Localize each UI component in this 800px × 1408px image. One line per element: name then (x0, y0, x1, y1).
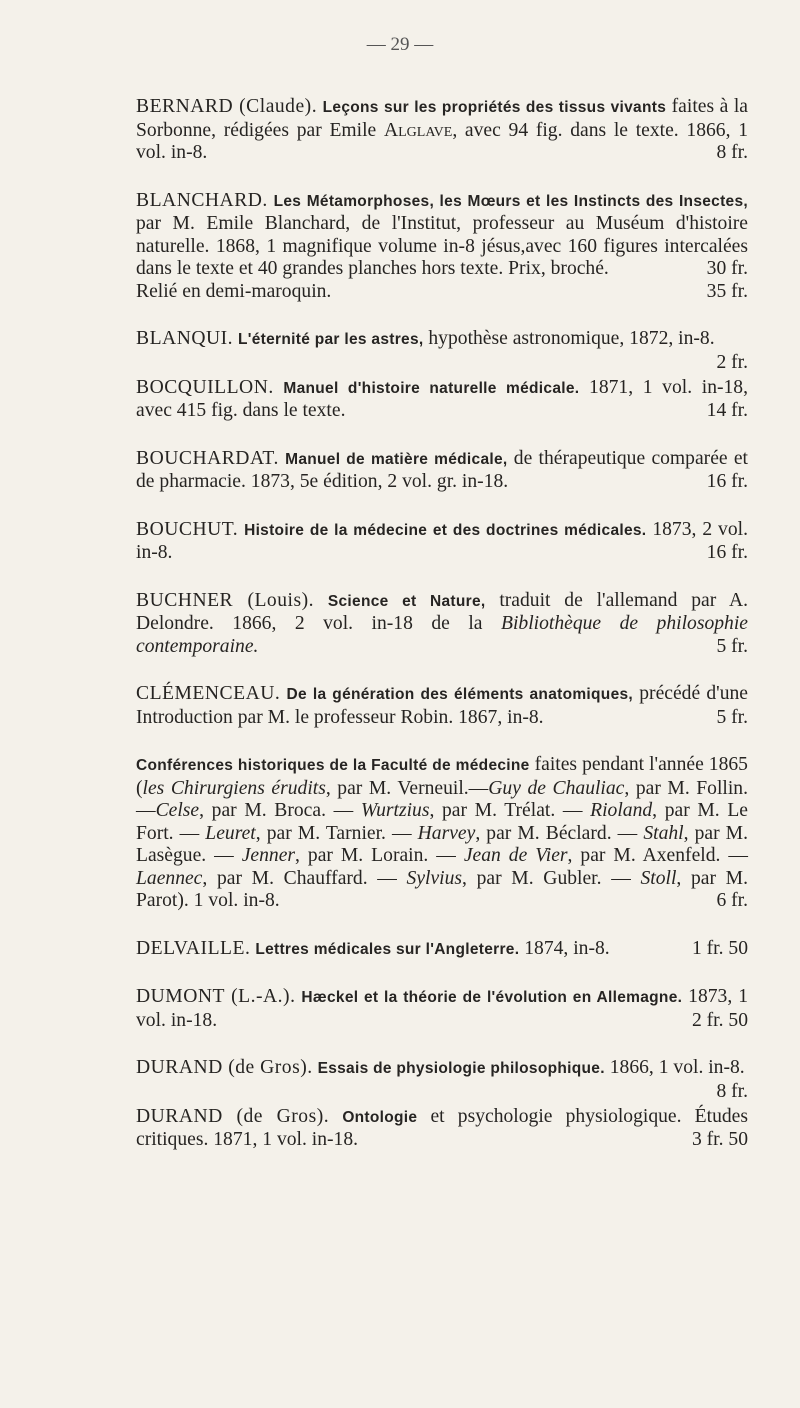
entry-description: et psychologie physiologique. Études critiques. 1871, 1 vol. in-18. (136, 1105, 749, 1150)
entry-author: BOCQUILLON. (136, 376, 274, 398)
entry-description: 1873, 2 vol. in-8. (136, 518, 748, 563)
entry-price: 6 fr. (716, 890, 748, 911)
entry-description: de thérapeutique comparée et de pharmacie. 1873, 5e édition, 2 vol. gr. in-18. (136, 447, 748, 492)
entry-title: Leçons sur les propriétés des tissus vivants (322, 99, 667, 116)
entry-description: 1866, 1 vol. in-8. (604, 1057, 745, 1078)
entry-price: 8 fr. (716, 142, 748, 163)
entry-author: BERNARD (Claude). (136, 96, 318, 117)
entry-price: 30 fr. (706, 258, 748, 279)
lecture-subject: Celse (155, 800, 200, 821)
entry-description: hypothèse astronomique, 1872, in-8. (423, 328, 715, 349)
entry-title: Lettres médicales sur l'Angleterre. (255, 940, 520, 958)
catalogue-entry (136, 377, 748, 423)
lecture-subject: Jenner (241, 845, 296, 866)
entry-author: DUMONT (L.-A.). (136, 986, 296, 1007)
lecture-lecturer: , par M. Tarnier. — (255, 822, 418, 844)
lecture-list (136, 778, 748, 912)
lecture-lecturer: , par M. Axenfeld. — (567, 845, 748, 866)
entry-title: Science et Nature, (327, 592, 486, 610)
entry-title: Ontologie (342, 1108, 418, 1126)
entry-extra: Relié en demi-maroquin. (136, 280, 332, 302)
entry-description: 1874, in-8. (519, 937, 610, 959)
catalogue-entry (136, 1057, 748, 1102)
catalogue-entries (136, 96, 748, 1152)
entry-author: BLANQUI. (136, 328, 234, 349)
catalogue-entry (136, 590, 748, 659)
lecture-lecturer: , par M. Trélat. — (429, 800, 591, 821)
entry-title: Hæckel et la théorie de l'évolution en Allemagne. (301, 989, 683, 1006)
catalogue-entry (136, 519, 748, 565)
entry-author: BUCHNER (Louis). (136, 589, 315, 611)
entry-author: BOUCHUT. (136, 518, 239, 540)
entry-title: Manuel d'histoire naturelle médicale. (283, 379, 580, 397)
lecture-lecturer: , par M. Lorain. — (295, 845, 464, 866)
lecture-subject: Harvey (417, 822, 476, 844)
entry-price: 1 fr. 50 (691, 937, 748, 959)
entry-price: 16 fr. (706, 471, 748, 492)
entry-price: 5 fr. (716, 635, 748, 657)
entry-price: 14 fr. (706, 400, 748, 421)
entry-price: 16 fr. (706, 542, 748, 563)
entry-author: CLÉMENCEAU. (136, 683, 281, 704)
entry-description: faites à la Sorbonne, rédigées par Emile (136, 96, 748, 141)
lecture-lecturer: , par M. Gubler. — (462, 867, 641, 889)
entry-description: par M. Emile Blanchard, de l'Institut, professeur au Muséum d'histoire naturelle. 1868, 1 magnifique volume in-8 jésus,avec 160 figures intercalées dans le texte et 40 grandes planches hors texte. Prix, broché. (136, 213, 748, 279)
entry-extra-line (136, 281, 748, 304)
lecture-subject: les Chirurgiens érudits (142, 777, 326, 799)
entry-price: 8 fr. (716, 1080, 748, 1102)
entry-title: De la génération des éléments anatomiques, (286, 686, 634, 703)
lecture-lecturer: , par M. Follin.— (136, 777, 749, 821)
lecture-lecturer: , par M. Le Fort. — (136, 800, 748, 844)
entry-title: Essais de physiologie philosophique. (317, 1060, 605, 1077)
entry-price: 2 fr. 50 (691, 1009, 748, 1031)
entry-author: DELVAILLE. (136, 937, 251, 959)
page-number: — 29 — (366, 34, 434, 55)
entry-title: Conférences historiques de la Faculté de médecine (136, 757, 530, 774)
entry-author: BOUCHARDAT. (136, 447, 279, 469)
lecture-subject: Wurtzius (360, 800, 430, 821)
lecture-lecturer: , par M. Chauffard. — (202, 867, 407, 889)
catalogue-entry (136, 683, 748, 729)
catalogue-entry (136, 754, 748, 913)
lecture-subject: Stoll (640, 867, 677, 889)
entry-title: L'éternité par les astres, (237, 331, 424, 348)
entry-description: précédé d'une Introduction par M. le professeur Robin. 1867, in-8. (136, 683, 748, 728)
lecture-lecturer: , par M. Verneuil.— (325, 777, 489, 799)
lecture-subject: Stahl (643, 822, 684, 844)
entry-extra-price: 35 fr. (706, 280, 748, 302)
entry-description: traduit de l'allemand par A. Delondre. 1866, 2 vol. in-18 de la (136, 589, 749, 634)
entry-price: 2 fr. (716, 351, 748, 373)
entry-description: faites pendant l'année 1865 ( (136, 754, 748, 799)
catalogue-entry (136, 1106, 748, 1152)
entry-title: Manuel de matière médicale, (285, 450, 508, 468)
entry-description-tail: , avec 94 fig. dans le texte. 1866, 1 vol. in-8. (136, 119, 748, 163)
catalogue-entry (136, 448, 748, 494)
lecture-subject: Jean de Vier (463, 845, 568, 866)
catalogue-entry (136, 938, 748, 962)
entry-title: Histoire de la médecine et des doctrines médicales. (244, 521, 647, 539)
catalogue-entry (136, 96, 748, 165)
lecture-lecturer: , par M. Broca. — (199, 800, 361, 821)
lecture-subject: Rioland (590, 800, 653, 821)
entry-author: BLANCHARD. (136, 189, 268, 211)
catalogue-entry (136, 190, 748, 304)
entry-description-smallcaps: Alglave (383, 119, 453, 141)
lecture-lecturer: , par M. Lasègue. — (136, 822, 748, 866)
lecture-lecturer: , par M. Béclard. — (475, 822, 644, 844)
entry-author: DURAND (de Gros). (136, 1057, 313, 1078)
entry-description: 1873, 1 vol. in-18. (136, 986, 748, 1031)
lecture-subject: Leuret (205, 822, 256, 844)
lecture-subject: Guy de Chauliac (488, 777, 625, 799)
entry-price: 5 fr. (716, 706, 748, 728)
catalogue-entry (136, 328, 748, 373)
entry-description-italic: Bibliothèque de philosophie contemporaine. (136, 613, 748, 657)
entry-title: Les Métamorphoses, les Mœurs et les Instincts des Insectes, (273, 192, 748, 210)
lecture-lecturer: , par M. Parot). 1 vol. in-8. (136, 867, 748, 911)
catalogue-entry (136, 986, 748, 1032)
lecture-subject: Laennec (136, 867, 203, 889)
entry-description: 1871, 1 vol. in-18, avec 415 fig. dans le texte. (136, 376, 749, 421)
entry-author: DURAND (de Gros). (136, 1105, 330, 1127)
entry-price: 3 fr. 50 (691, 1129, 748, 1150)
lecture-subject: Sylvius (406, 867, 463, 889)
